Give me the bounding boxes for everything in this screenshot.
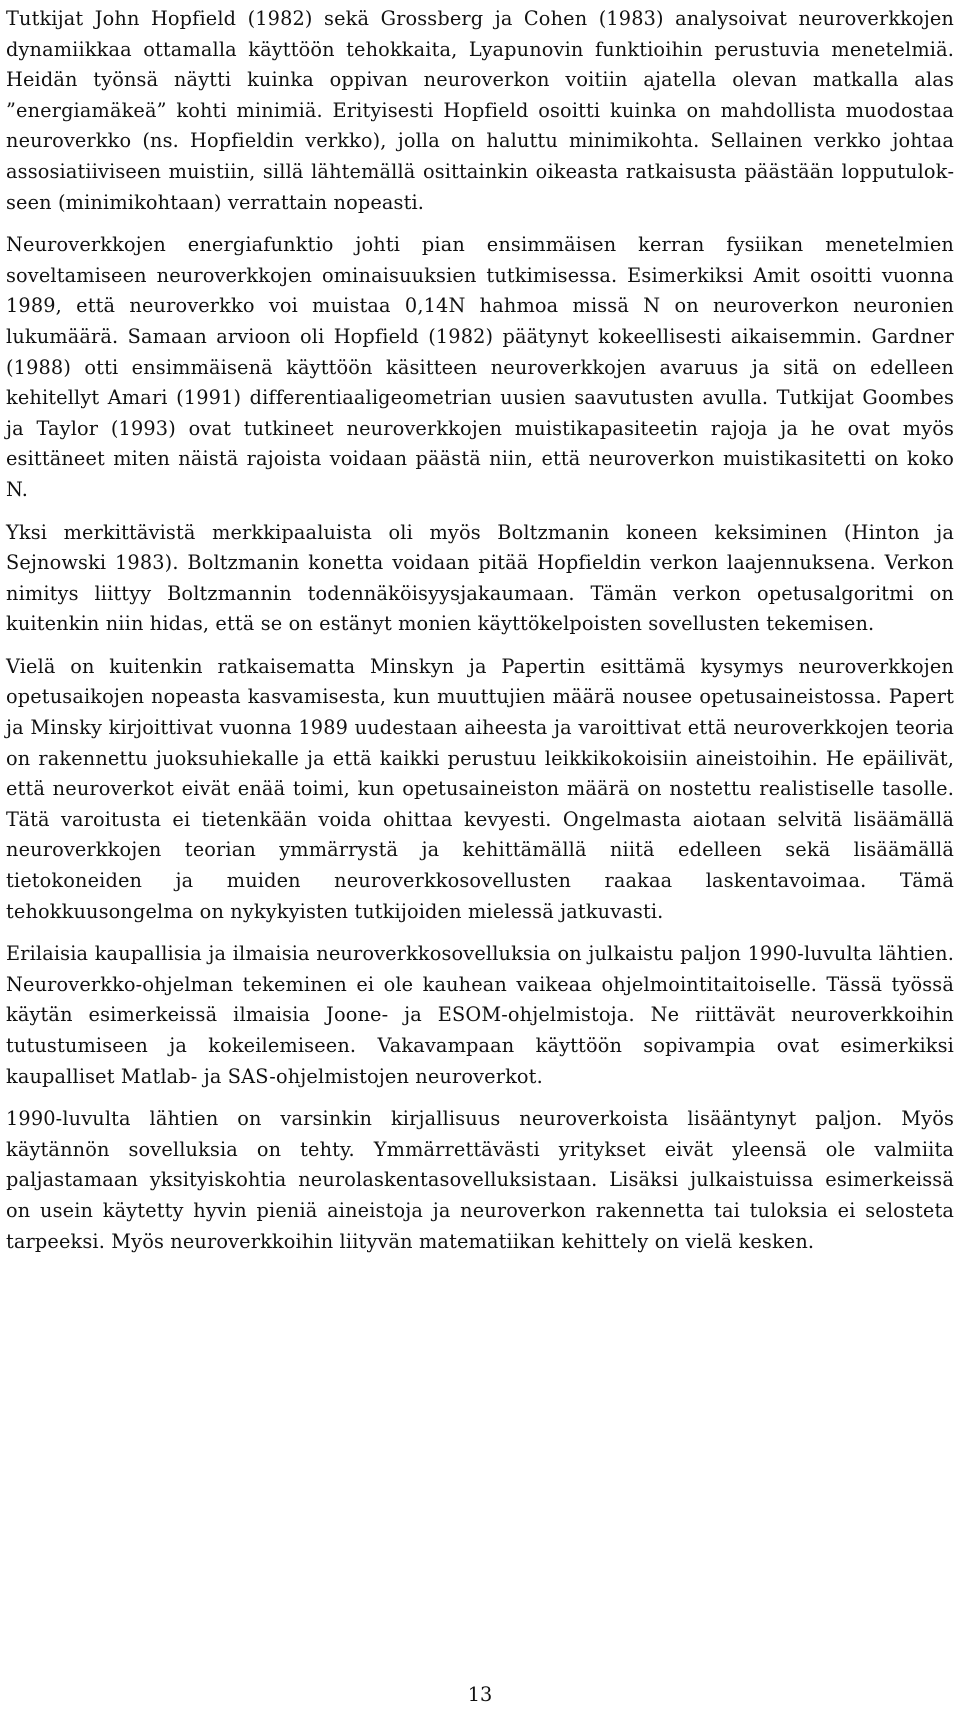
paragraph-hopfield-dynamics: Tutkijat John Hopfield (1982) sekä Grossberg ja Cohen (1983) analysoivat neuroverkkojen dynamiikkaa ottamalla käyttöön tehokkaita, Lyapunovin funktioihin perustuvia menetelmiä. Heidän työnsä näytti kuinka oppivan neuroverkon voitiin ajatella olevan matkalla alas ”energiamäkeä” kohti minimiä. Erityisesti Hopfield osoitti kuinka on mahdollista muodostaa neuroverkko (ns. Hopfieldin verkko), jolla on haluttu minimikohta. Sellainen verkko johtaa assosiatiiviseen muistiin, sillä lähtemällä osittainkin oikeasta ratkaisusta päästään lopputulokseen (minimikohtaan) verrattain nopeasti. (6, 7, 954, 214)
page-number: 13 (467, 1683, 493, 1706)
paragraph-software: Erilaisia kaupallisia ja ilmaisia neuroverkkosovelluksia on julkaistu paljon 1990-luvulta lähtien. Neuroverkko-ohjelman tekeminen ei ole kauhean vaikeaa ohjelmointitaitoiselle. Tässä työssä käytän esimerkeissä ilmaisia Joone- ja ESOM-ohjelmistoja. Ne riittävät neuroverkkoihin tutustumiseen ja kokeilemiseen. Vakavampaan käyttöön sopivampia ovat esimerkiksi kaupalliset Matlab- ja SAS-ohjelmistojen neuroverkot. (6, 942, 954, 1088)
paragraph-boltzmann-machine: Yksi merkittävistä merkkipaaluista oli myös Boltzmanin koneen keksiminen (Hinton ja Sejnowski 1983). Boltzmanin konetta voidaan pitää Hopfieldin verkon laajennuksena. Verkon nimitys liittyy Boltzmannin todennäköisyysjakaumaan. Tämän verkon opetusalgoritmi on kuitenkin niin hidas, että se on estänyt monien käyttökelpoisten sovellusten tekemisen. (6, 520, 954, 636)
document-page (6, 4, 954, 1269)
paragraph-literature: 1990-luvulta lähtien on varsinkin kirjallisuus neuroverkoista lisääntynyt paljon. Myös käytännön sovelluksia on tehty. Ymmärrettävästi yritykset eivät yleensä ole valmiita paljastamaan yksityiskohtia neurolaskentasovelluksistaan. Lisäksi julkaistuissa esimerkeissä on usein käytetty hyvin pieniä aineistoja ja neuroverkon rakennetta tai tuloksia ei selosteta tarpeeksi. Myös neuroverkkoihin liityvän matematiikan kehittely on vielä kesken. (6, 1107, 954, 1253)
paragraph-minsky-papert: Vielä on kuitenkin ratkaisematta Minskyn ja Papertin esittämä kysymys neuroverkkojen opetusaikojen nopeasta kasvamisesta, kun muuttujien määrä nousee opetusaineistossa. Papert ja Minsky kirjoittivat vuonna 1989 uudestaan aiheesta ja varoittivat että neuroverkkojen teoria on rakennettu juoksuhiekalle ja että kaikki perustuu leikkikokoisiin aineistoihin. He epäilivät, että neuroverkot eivät enää toimi, kun opetusaineiston määrä on nostettu realistiselle tasolle. Tätä varoitusta ei tietenkään voida ohittaa kevyesti. Ongelmasta aiotaan selvitä lisäämällä neuroverkkojen teorian ymmärrystä ja kehittämällä niitä edelleen sekä lisäämällä tietokoneiden ja muiden neuroverkkosovellusten raakaa laskentavoimaa. Tämä tehokkuusongelma on nykykyisten tutkijoiden mielessä jatkuvasti. (6, 654, 954, 923)
paragraph-energy-function: Neuroverkkojen energiafunktio johti pian ensimmäisen kerran fysiikan menetelmien soveltamiseen neuroverkkojen ominaisuuksien tutkimisessa. Esimerkiksi Amit osoitti vuonna 1989, että neuroverkko voi muistaa 0,14N hahmoa missä N on neuroverkon neuronien lukumäärä. Samaan arvioon oli Hopfield (1982) päätynyt kokeellisesti aikaisemmin. Gardner (1988) otti ensimmäisenä käyttöön käsitteen neuroverkkojen avaruus ja sitä on edelleen kehitellyt Amari (1991) differentiaaligeometrian uusien saavutusten avulla. Tutkijat Goombes ja Taylor (1993) ovat tutkineet neuroverkkojen muistikapasiteetin rajoja ja he ovat myös esittäneet miten näistä rajoista voidaan päästä niin, että neuroverkon muistikasitetti on koko N. (6, 233, 954, 501)
